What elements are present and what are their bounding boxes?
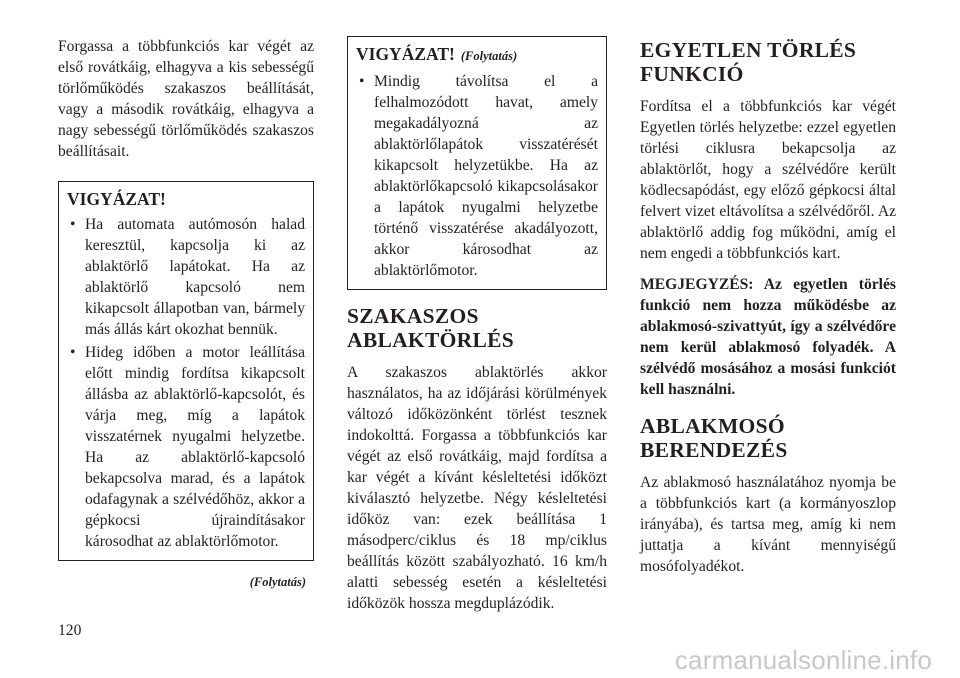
section-heading-line: ABLAKMOSÓ: [640, 414, 785, 438]
warning-title-text: VIGYÁZAT!: [356, 44, 455, 64]
column-middle: [347, 36, 607, 614]
warning-item-text: Ha automata autómosón halad keresztül, kapcsolja ki az ablaktörlő lapátokat. Ha az ablaktörlő kapcsoló nem kikapcsolt állapotban van, bármely más állás kárt okozhat bennük.: [85, 216, 305, 338]
section-heading-line: FUNKCIÓ: [640, 62, 744, 86]
section-heading-line: ABLAKTÖRLÉS: [347, 328, 514, 352]
section-paragraph: Az ablakmosó használatához nyomja be a többfunkciós kart (a kormányoszlop irányába), és tartsa meg, amíg ki nem juttatja a kívánt mennyiségű mosófolyadékot.: [640, 474, 896, 575]
section-heading: [347, 304, 607, 352]
continued-label: (Folytatás): [249, 575, 306, 589]
warning-item-text: Hideg időben a motor leállítása előtt mindig fordítsa kikapcsolt állásba az ablaktörlő-kapcsolót, és várja meg, míg a lapátok visszatérnek nyugalmi helyzetbe. Ha az ablaktörlő-kapcsoló bekapcsolva marad, és a lapátok odafagynak a szélvédőhöz, akkor a gépkocsi újraindításakor károsodhat az ablaktörlőmotor.: [85, 344, 305, 550]
section-heading: [640, 414, 896, 462]
warning-list: [356, 71, 598, 281]
warning-list: [67, 214, 305, 552]
section-heading: [640, 38, 896, 86]
section-heading-line: BERENDEZÉS: [640, 438, 788, 462]
column-right: [640, 36, 896, 577]
section-paragraph: Fordítsa el a többfunkciós kar végét Egyetlen törlés helyzetbe: ezzel egyetlen törlési ciklusra bekapcsolja az ablaktörlőt, hogy a szélvédőre került ködlecsapódást, egy előző gépkocsi által felvert vizet eltávolítsa a szélvédőről. Az ablaktörlő addig fog működni, amíg el nem engedi a többfunkciós kart.: [640, 98, 896, 262]
section-heading-line: EGYETLEN TÖRLÉS: [640, 38, 857, 62]
note-paragraph: MEGJEGYZÉS: Az egyetlen törlés funkció nem hozza működésbe az ablakmosó-szivattyút, így a szélvédőre nem kerül ablakmosó folyadék. A szélvédő mosásához a mosási funkciót kell használni.: [640, 276, 896, 398]
warning-title: VIGYÁZAT!: [67, 189, 166, 209]
section-heading-line: SZAKASZOS: [347, 304, 479, 328]
warning-item: [67, 214, 305, 340]
warning-item-text: Mindig távolítsa el a felhalmozódott havat, amely megakadályozná az ablaktörlőlapátok visszatérését kikapcsolt helyzetükbe. Ha az ablaktörlőkapcsoló kikapcsolásakor a lapátok nyugalmi helyzetbe történő visszatérése akadályozott, akkor károsodhat az ablaktörlőmotor.: [374, 73, 598, 279]
warning-title-note: (Folytatás): [460, 49, 518, 63]
bullet-icon: •: [70, 216, 76, 233]
intro-paragraph: Forgassa a többfunkciós kar végét az első rovátkáig, elhagyva a kis sebességű törlőműködés szakaszos beállítását, vagy a második rovátkáig, elhagyva a nagy sebességű törlőműködés szakaszos beállításait.: [58, 38, 314, 160]
bullet-icon: •: [359, 73, 365, 90]
warning-item: [356, 71, 598, 281]
warning-box-continued: [347, 36, 607, 290]
column-left: [58, 36, 314, 590]
watermark: carmanualsonline.info: [674, 645, 932, 675]
section-paragraph: A szakaszos ablaktörlés akkor használatos, ha az időjárási körülmények változó időközönként törlést tesznek indokolttá. Forgassa a többfunkciós kar végét az első rovátkáig, majd fordítsa a kar végét a kívánt késleltetési időközt kiválasztó helyzetbe. Négy késleltetési időköz van: ezek beállítása 1 másodperc/ciklus és 18 mp/ciklus beállítás között szabályozható. 16 km/h alatti sebesség esetén a késleltetési időközök hossza megduplázódik.: [347, 364, 607, 612]
warning-item: [67, 342, 305, 552]
page-number: 120: [58, 622, 82, 639]
warning-title: [356, 43, 598, 67]
warning-box: [58, 181, 314, 561]
bullet-icon: •: [70, 344, 76, 361]
